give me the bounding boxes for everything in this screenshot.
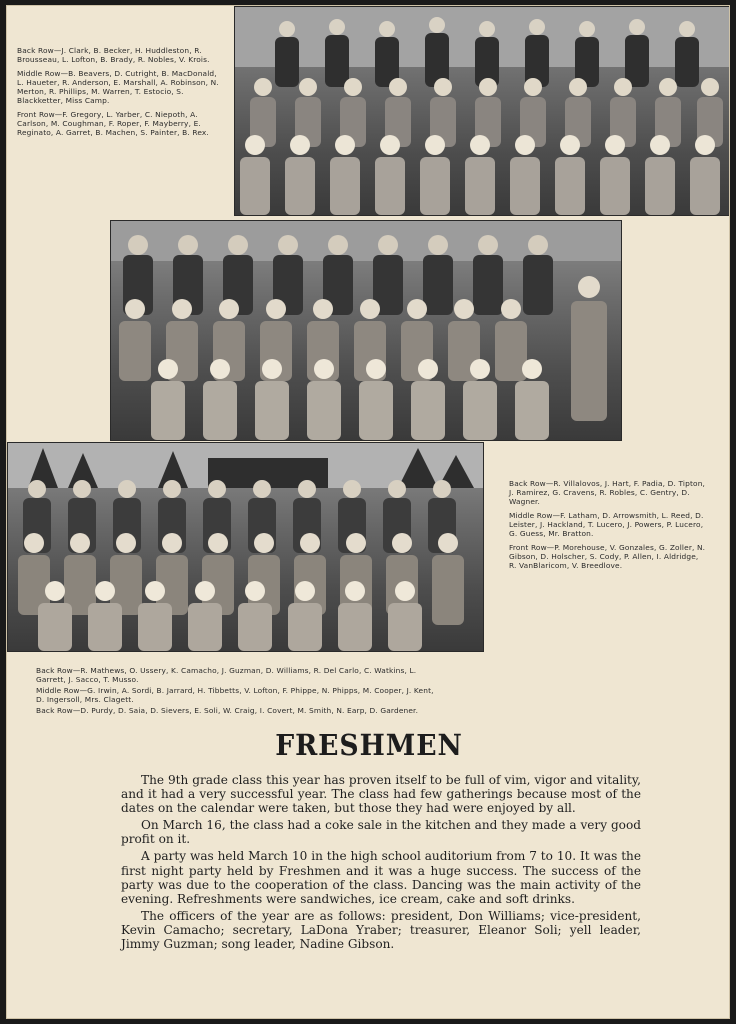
class-photo-middle — [110, 220, 622, 441]
class-photo-top — [234, 6, 730, 216]
caption-bottom-photo — [36, 666, 436, 720]
caption-bottom-photo-right — [509, 479, 707, 575]
article-paragraph: The officers of the year are as follows: president, Don Williams; vice-president, Kevin Camacho; secretary, LaDona Yraber; treasurer, Eleanor Soli; yell leader, Jimmy Guzman; song leader, Nadine Gibson. — [121, 908, 641, 952]
caption-middle-row: Middle Row—G. Irwin, A. Sordi, B. Jarrard, H. Tibbetts, V. Lofton, F. Phippe, N. Phipps, M. Cooper, J. Kent, D. Ingersoll, Mrs. Clagett. — [36, 686, 434, 704]
caption-middle-row: Middle Row—F. Latham, D. Arrowsmith, L. Reed, D. Leister, J. Hackland, T. Lucero, J. Powers, P. Lucero, G. Guess, Mr. Bratton. — [509, 511, 704, 538]
article-paragraph: On March 16, the class had a coke sale in the kitchen and they made a very good profit on it. — [121, 818, 641, 847]
article-body — [121, 773, 641, 954]
caption-back-row: Back Row—R. Mathews, O. Ussery, K. Camacho, J. Guzman, D. Williams, R. Del Carlo, C. Watkins, L. Garrett, J. Sacco, T. Musso. — [36, 666, 417, 684]
page-title: FRESHMEN — [275, 728, 463, 762]
caption-middle-row: Middle Row—B. Beavers, D. Cutright, B. MacDonald, L. Haueter, R. Anderson, E. Marshall, A. Robinson, N. Merton, R. Phillips, M. Warren, T. Estocio, S. Blackketter, Miss Camp. — [17, 69, 219, 105]
photo-figures — [8, 443, 483, 651]
article-paragraph: A party was held March 10 in the high school auditorium from 7 to 10. It was the first night party held by Freshmen and it was a huge success. The success of the party was due to the cooperation of the class. Dancing was the main activity of the evening. Refreshments were sandwiches, ice cream, cake and soft drinks. — [121, 849, 641, 906]
photo-figures — [235, 7, 730, 215]
caption-top-photo — [17, 46, 222, 142]
class-photo-bottom — [7, 442, 484, 652]
caption-back-row: Back Row—R. Villalovos, J. Hart, F. Padia, D. Tipton, J. Ramirez, G. Cravens, R. Robles, C. Gentry, D. Wagner. — [509, 479, 706, 506]
article-paragraph: The 9th grade class this year has proven itself to be full of vim, vigor and vitality, and it had a very successful year. The class had few gatherings because most of the dates on the calendar were taken, but those they had were enjoyed by all. — [121, 773, 641, 816]
caption-front-row: Front Row—F. Gregory, L. Yarber, C. Niepoth, A. Carlson, M. Coughman, F. Roper, F. Mayberry, E. Reginato, A. Garret, B. Machen, S. Painter, B. Rex. — [17, 110, 209, 137]
caption-front-row: Back Row—D. Purdy, D. Saia, D. Sievers, E. Soli, W. Craig, I. Covert, M. Smith, N. Earp, D. Gardener. — [36, 706, 419, 715]
caption-back-row: Back Row—J. Clark, B. Becker, H. Huddleston, R. Brousseau, L. Lofton, B. Brady, R. Nobles, V. Krois. — [17, 46, 210, 64]
photo-figures — [111, 221, 621, 440]
caption-front-row: Front Row—P. Morehouse, V. Gonzales, G. Zoller, N. Gibson, D. Holscher, S. Cody, P. Allen, I. Aldridge, R. VanBlaricom, V. Breedlove. — [509, 543, 706, 570]
yearbook-page — [6, 5, 730, 1019]
